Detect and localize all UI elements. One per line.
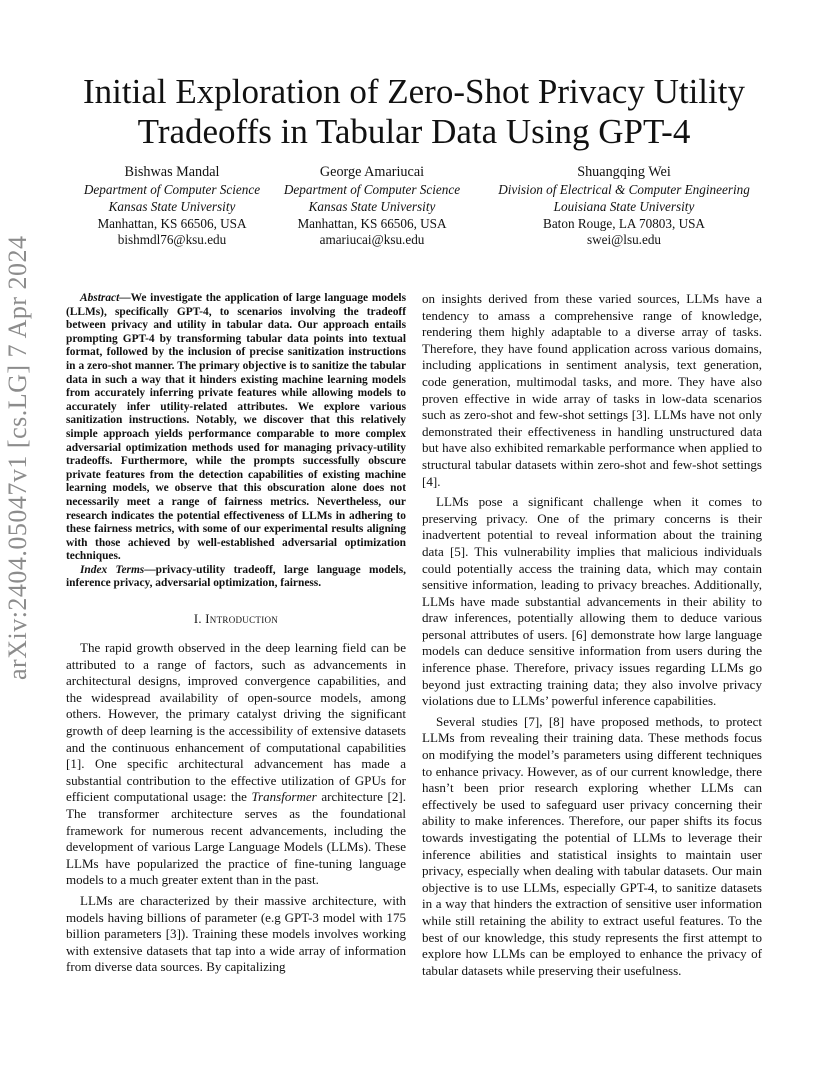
author-address: Manhattan, KS 66506, USA [97,215,247,231]
index-terms-lead: Index Terms [80,563,145,576]
author-department: Department of Computer Science [283,182,461,197]
author-address: Baton Rouge, LA 70803, USA [543,215,705,231]
paragraph-text: architecture [2]. The transformer architecture serves as the foundational framework for numerous recent advancements, including the development of various Large Language Models (LLMs). These LLMs have popularized the practice of fine-tuning language models to a much greater extent than in the past. [66,789,406,888]
index-terms-text: —privacy-utility tradeoff, large language models, inference privacy, adversarial optimization, fairness. [66,563,406,590]
author-address: Manhattan, KS 66506, USA [297,215,447,231]
author-block [252,163,492,249]
body-paragraph: LLMs pose a significant challenge when it comes to preserving privacy. One of the primary concerns is their inadvertent potential to reveal information about the training data [5]. This vulnerability implies that malicious individuals could potentially access the training data, which may contain sensitive information, leading to privacy breaches. Additionally, LLMs have made substantial advancements in their ability to draw inferences, potentially allowing them to deduce various personal attributes of users. [6] demonstrate how large language models can deduce sensitive information from users during the inference phase. Therefore, privacy issues regarding LLMs go beyond just extracting training data; they also involve privacy violations due to LLMs’ powerful inference capabilities. [422,494,762,709]
arxiv-side-stamp: arXiv:2404.05047v1 [cs.LG] 7 Apr 2024 [3,235,32,680]
author-department: Division of Electrical & Computer Engineering [498,182,750,197]
author-name: Shuangqing Wei [577,164,671,180]
author-email: amariucai@ksu.edu [319,232,425,248]
body-paragraph: on insights derived from these varied sources, LLMs have a tendency to amass a comprehensive range of knowledge, rendering them highly adaptable to a diverse array of tasks. Therefore, they have found application across various domains, including applications in sentiment analysis, text generation, code generation, multimodal tasks, and more. They have also proven effective in wide array of tasks in low-data scenarios such as zero-shot and few-shot settings [3]. LLMs have not only demonstrated their effectiveness in handling unstructured data but have also exhibited remarkable performance when applied to structural tabular datasets within zero-shot and few-shot settings [4]. [422,291,762,489]
author-department: Department of Computer Science [83,182,261,197]
author-university: Kansas State University [108,198,236,214]
paragraph-emphasis: Transformer [251,789,317,805]
author-name: Bishwas Mandal [124,164,220,180]
author-email: bishmdl76@ksu.edu [117,232,227,248]
author-university: Louisiana State University [553,198,695,214]
abstract [66,292,406,564]
paragraph-text: The rapid growth observed in the deep learning field can be attributed to a range of factors, such as advancements in architectural designs, improved convergence capabilities, and the widespread availability of open-source models, among others. However, the primary catalyst driving the significant growth of deep learning is the accessibility of extensive datasets and the continuous enhancement of computational capabilities [1]. One specific architectural advancement has made a substantial contribution to the effective utilization of GPUs for efficient computational usage: the [66,640,406,805]
paper-title: Initial Exploration of Zero-Shot Privacy Utility Tradeoffs in Tabular Data Using GPT-4 [83,72,745,151]
author-university: Kansas State University [308,198,436,214]
abstract-lead: Abstract [80,292,120,304]
right-column [422,291,762,979]
left-column [66,292,406,976]
abstract-text: —We investigate the application of large language models (LLMs), specifically GPT-4, to scenarios involving the tradeoff between privacy and utility in tabular data. Our approach entails prompting GPT-4 by transforming tabular data points into textual format, followed by the inclusion of precise sanitization instructions in a zero-shot manner. The primary objective is to sanitize the tabular data in such a way that it hinders existing machine learning models from accurately inferring private features while allowing models to accurately infer utility-related attributes. We explore various sanitization instructions. Notably, we discover that this relatively simple approach yields performance comparable to more complex adversarial optimization methods used for managing privacy-utility tradeoffs. Furthermore, while the prompts successfully obscure private features from the detection capabilities of existing machine learning models, we observe that this obscuration alone does not necessarily meet a range of fairness metrics. Nevertheless, our research indicates the potential effectiveness of LLMs in adhering to these fairness metrics, with some of our experimental results aligning with those achieved by well-established adversarial optimization techniques. [66,292,406,563]
author-block [478,163,770,249]
index-terms [66,564,406,591]
body-paragraph: LLMs are characterized by their massive architecture, with models having billions of parameter (e.g GPT-3 model with 175 billion parameters [3]). Training these models involves working with extensive datasets that tap into a wide array of information from diverse data sources. By capitalizing [66,892,406,975]
section-heading [66,612,406,627]
section-number: I. [193,612,202,627]
body-paragraph [66,640,406,889]
section-title: Introduction [205,612,279,627]
author-email: swei@lsu.edu [586,232,662,248]
body-paragraph: Several studies [7], [8] have proposed methods, to protect LLMs from revealing their training data. These methods focus on modifying the model’s parameters using different techniques to enhance privacy. However, as of our current knowledge, there hasn’t been prior research exploring whether LLMs can effectively be used to safeguard user privacy concerning their ability to make inferences. Therefore, our paper shifts its focus towards investigating the potential of LLMs to leverage their inference abilities and statistical insights to maintain user privacy, especially when dealing with tabular datasets. Our main objective is to use LLMs, especially GPT-4, to sanitize datasets in a way that hinders the extraction of sensitive user information while still retaining the ability to extract useful features. To the best of our knowledge, this study represents the first attempt to explore how LLMs can be employed to enhance the privacy of tabular datasets while preserving their usefulness. [422,713,762,978]
author-name: George Amariucai [319,164,425,180]
